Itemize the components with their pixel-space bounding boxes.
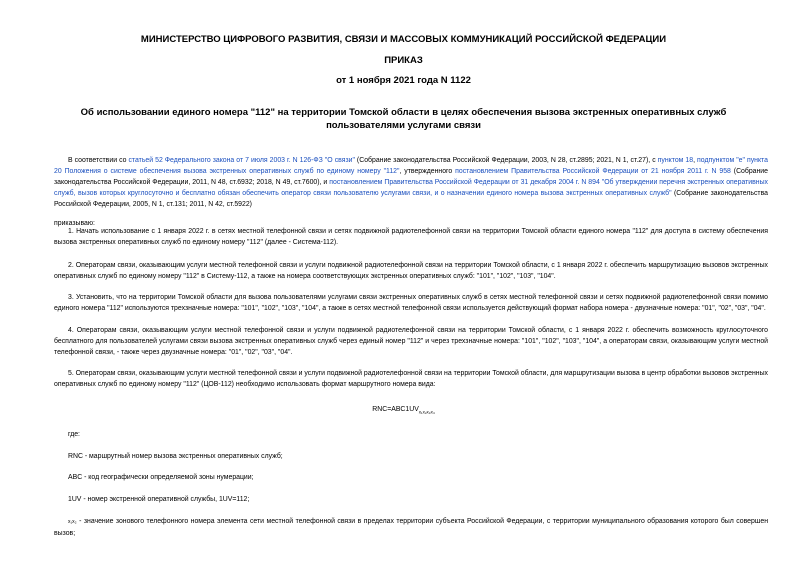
where-uv: 1UV - номер экстренной оперативной службы, 1UV=112; — [68, 496, 250, 503]
where-label: где: — [68, 431, 80, 438]
link-resolution-958[interactable]: постановлением Правительства Российской Федерации от 21 ноября 2011 г. N 958 — [455, 168, 731, 175]
routing-number-formula — [0, 406, 807, 414]
where-x — [54, 516, 768, 539]
document-type: ПРИКАЗ — [384, 55, 423, 66]
item-5: 5. Операторам связи, оказывающим услуги местной телефонной связи и услуги подвижной радиотелефонной связи на территории Томской области, для маршрутизации вызова в центр обработки вызовов экстренных оперативных служб по единому номеру "112" (ЦОВ-112) необходимо использовать формат маршрутного номера вида: — [54, 370, 768, 388]
item-4: 4. Операторам связи, оказывающим услуги местной телефонной связи и услуги подвижной радиотелефонной связи на территории Томской области, с 1 января 2022 г. обеспечить возможность круглосуточного бесплатного для пользователей услугами связи вызова экстренных оперативных служб через единый номер "112" и через трехзначные номера: "101", "102", "103", "104", а операторам связи, оказывающим услуги местной телефонной связи, - также через двузначные номера: "01", "02", "03", "04". — [54, 327, 768, 356]
link-resolution-894[interactable]: постановлением Правительства Российской Федерации от 31 декабря 2004 г. N 894 "Об утверждении перечня экстренных оперативных служб, вызов которых круглосуточно и бесплатно обязан обеспечить оператор связи пользователю услугами связи, и о назначении единого номера вызова экстренных оперативных служб" — [54, 179, 769, 197]
item-3: 3. Установить, что на территории Томской области для вызова пользователями услугами связи экстренных оперативных служб в сетях местной телефонной связи и сетях подвижной радиотелефонной связи помимо единого номера "112" используются трехзначные номера: "101", "102", "103", "104", а также в сетях местной телефонной связи используется действующий формат набора номера - двузначные номера: "01", "02", "03", "04". — [54, 294, 768, 312]
where-x-text: - значение зонового телефонного номера элемента сети местной телефонной связи в пределах территории субъекта Российской Федерации, с территории муниципального образования которого был совершен вызов; — [54, 518, 768, 537]
order-word: приказываю: — [54, 220, 95, 227]
where-abc: ABC - код географически определяемой зоны нумерации; — [68, 474, 254, 481]
document-title: Об использовании единого номера "112" на территории Томской области в целях обеспечения вызова экстренных оперативных служб пользователями услугами связи — [80, 107, 727, 131]
document-date-number: от 1 ноября 2021 года N 1122 — [336, 75, 471, 86]
item-1: 1. Начать использование с 1 января 2022 г. в сетях местной телефонной связи и сетях подвижной радиотелефонной связи на территории Томской области единого номера "112" для доступа в систему обеспечения вызова экстренных оперативных служб по единому номеру "112" (далее - Система-112). — [54, 228, 768, 246]
intro-paragraph — [54, 155, 768, 210]
link-subpoint-e[interactable]: подпунктом "е" пункта 20 Положения о системе обеспечения вызова экстренных оперативных служб по единому номеру "112" — [54, 157, 768, 175]
ministry-heading: МИНИСТЕРСТВО ЦИФРОВОГО РАЗВИТИЯ, СВЯЗИ И МАССОВЫХ КОММУНИКАЦИЙ РОССИЙСКОЙ ФЕДЕРАЦИИ — [140, 34, 667, 45]
formula-main: RNC=ABC1UV — [372, 406, 419, 413]
intro-text-5: (Собрание законодательства Российской Федерации, 2011, N 48, ст.6932; 2018, N 49, ст.7600), и — [54, 168, 768, 186]
where-rnc: RNC - маршрутный номер вызова экстренных оперативных служб; — [68, 453, 283, 460]
item-2: 2. Операторам связи, оказывающим услуги местной телефонной связи и услуги подвижной радиотелефонной связи на территории Томской области, с 1 января 2022 г. обеспечить маршрутизацию вызовов экстренных оперативных служб по единому номеру "112" в Систему-112, а также на номера соответствующих экстренных оперативных служб: "101", "102", "103", "104". — [54, 262, 768, 280]
link-point-18[interactable]: пунктом 18 — [657, 157, 694, 164]
formula-subscripts: x₁x₂x₃x₄ — [418, 409, 435, 415]
intro-text-2: (Собрание законодательства Российской Федерации, 2003, N 28, ст.2895; 2021, N 1, ст.27), с — [354, 157, 658, 164]
intro-text-3: , — [693, 157, 698, 164]
link-law-126fz[interactable]: статьей 52 Федерального закона от 7 июля 2003 г. N 126-ФЗ "О связи" — [128, 157, 355, 164]
intro-text-4: , утвержденного — [399, 168, 456, 175]
intro-text-1: В соответствии со — [68, 157, 129, 164]
intro-text-6: (Собрание законодательства Российской Федерации, 2005, N 1, ст.131; 2011, N 42, ст.5922) — [54, 190, 768, 208]
where-x-symbol: x₁x₂ — [68, 519, 77, 525]
